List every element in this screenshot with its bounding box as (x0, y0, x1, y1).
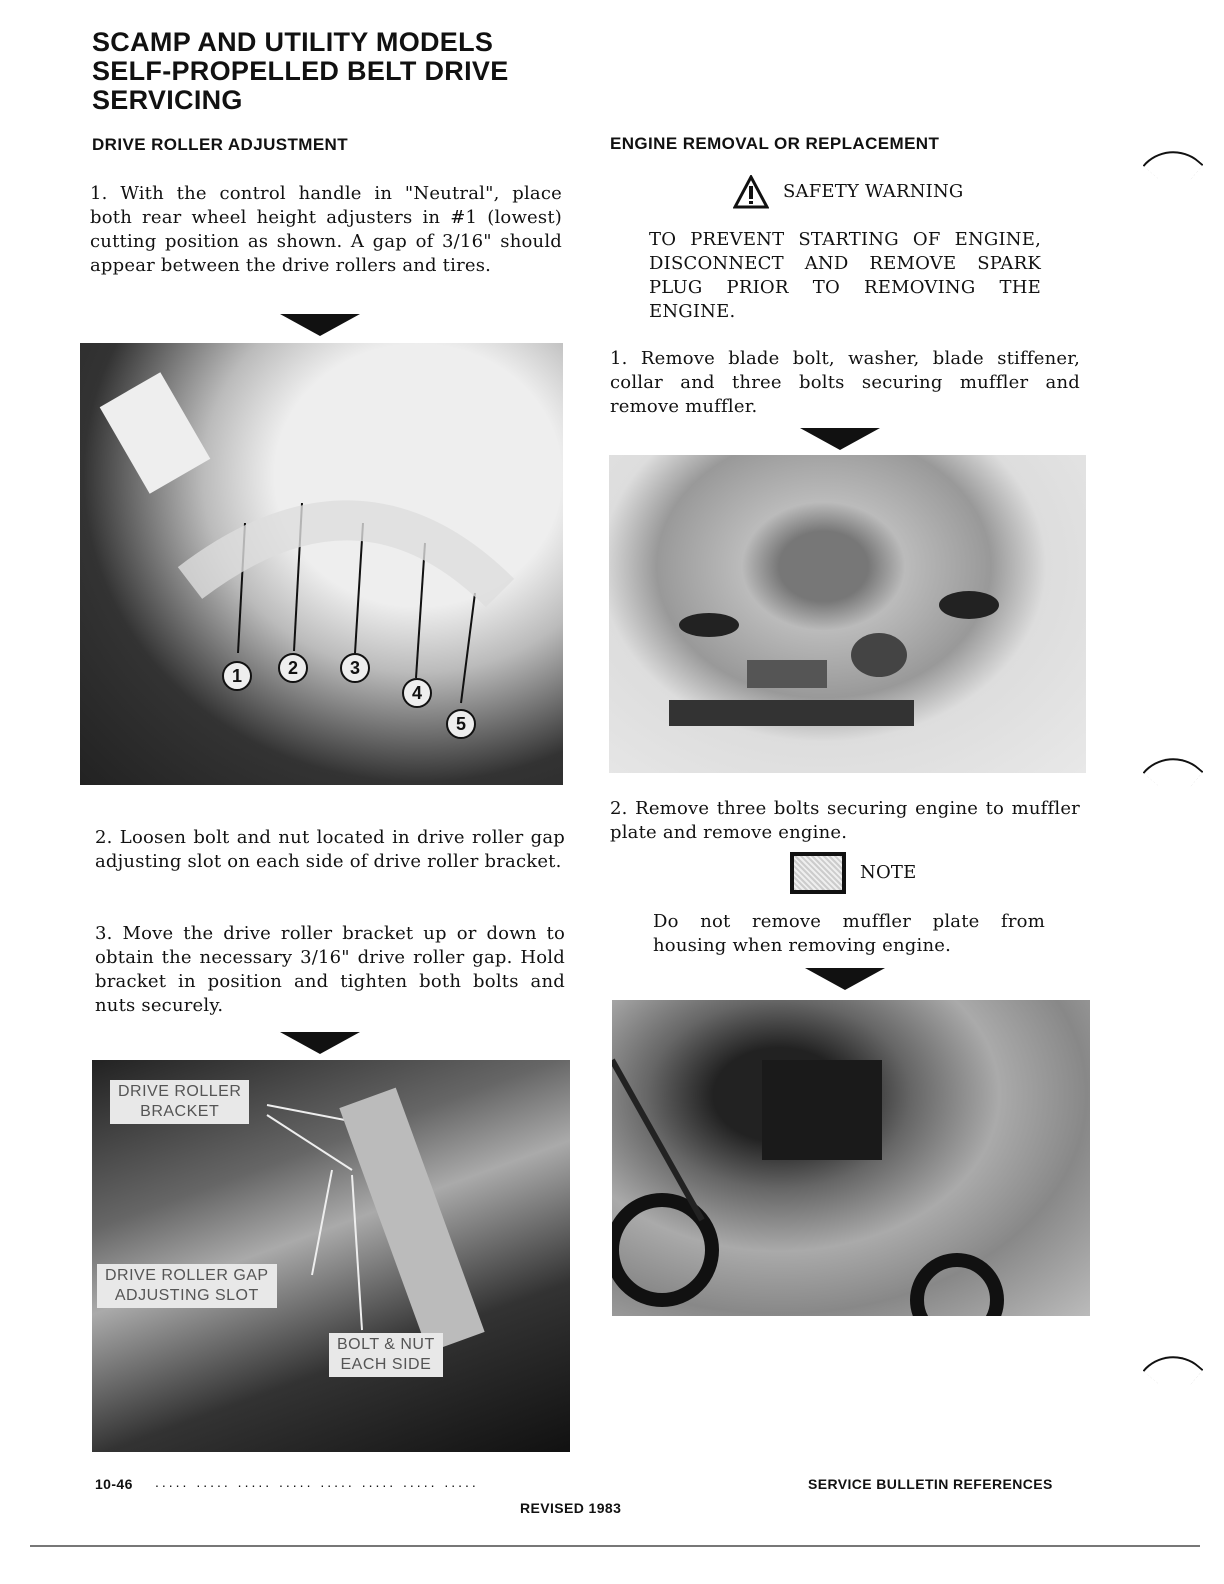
label-bolt-nut (329, 1333, 443, 1377)
engine-step-1-text: 1. Remove blade bolt, washer, blade stiffener, collar and three bolts securing muffler and remove muffler. (610, 348, 1080, 417)
label-drive-roller-bracket (110, 1080, 249, 1124)
down-arrow-icon (805, 968, 885, 990)
label-line: BRACKET (140, 1103, 220, 1120)
callout-3: 3 (340, 653, 370, 683)
drive-roller-bracket-photo (92, 1060, 570, 1452)
parts-drawing (609, 455, 1086, 773)
muffler-parts-photo (609, 455, 1086, 773)
adjuster-arrows (80, 343, 563, 785)
note-header (790, 852, 916, 894)
revised-date: REVISED 1983 (520, 1500, 622, 1516)
engine-step-2-text: 2. Remove three bolts securing engine to muffler plate and remove engine. (610, 798, 1080, 843)
safety-warning-header (733, 175, 964, 209)
callout-4: 4 (402, 678, 432, 708)
step-3-text: 3. Move the drive roller bracket up or down to obtain the necessary 3/16" drive roller gap. Hold bracket in position and tighten both bolts and nuts securely. (95, 923, 565, 1016)
label-line: DRIVE ROLLER GAP (105, 1267, 269, 1284)
down-arrow-icon (280, 1032, 360, 1054)
section-heading-engine-removal: ENGINE REMOVAL OR REPLACEMENT (610, 134, 940, 153)
down-arrow-icon (800, 428, 880, 450)
title-line: SCAMP AND UTILITY MODELS (92, 27, 494, 57)
warning-title: SAFETY WARNING (783, 181, 964, 202)
label-line: BOLT & NUT (337, 1336, 435, 1353)
label-adjusting-slot (97, 1264, 277, 1308)
binding-mark (1143, 742, 1204, 802)
down-arrow-icon (280, 314, 360, 336)
note-title: NOTE (860, 862, 917, 883)
wheel-height-adjuster-photo (80, 343, 563, 785)
page-number: 10-46 (95, 1476, 133, 1492)
label-line: DRIVE ROLLER (118, 1083, 242, 1100)
title-line: SELF-PROPELLED BELT DRIVE (92, 56, 509, 86)
binding-mark (1143, 1340, 1204, 1400)
warning-text: TO PREVENT STARTING OF ENGINE, DISCONNECT AND REMOVE SPARK PLUG PRIOR TO REMOVING THE ENGINE. (649, 229, 1041, 322)
footer-leader-dots: ..... ..... ..... ..... ..... ..... ..... ..... (155, 1474, 479, 1490)
label-line: EACH SIDE (340, 1356, 432, 1373)
bottom-rule (30, 1545, 1200, 1547)
section-heading-drive-roller: DRIVE ROLLER ADJUSTMENT (92, 135, 349, 154)
warning-triangle-icon (733, 175, 769, 209)
engine-removal-photo (612, 1000, 1090, 1316)
step-2-text: 2. Loosen bolt and nut located in drive roller gap adjusting slot on each side of drive roller bracket. (95, 827, 565, 872)
callout-2: 2 (278, 653, 308, 683)
mower-drawing (612, 1000, 1090, 1316)
step-1-text: 1. With the control handle in "Neutral", place both rear wheel height adjusters in #1 (lowest) cutting position as shown. A gap of 3/16" should appear between the drive rollers and tires. (90, 183, 562, 276)
label-line: ADJUSTING SLOT (114, 1287, 259, 1304)
callout-5: 5 (446, 709, 476, 739)
footer-section: SERVICE BULLETIN REFERENCES (808, 1476, 1053, 1492)
binding-mark (1143, 135, 1204, 195)
note-text: Do not remove muffler plate from housing when removing engine. (653, 911, 1045, 956)
note-icon (790, 852, 846, 894)
page-title (92, 28, 509, 115)
title-line: SERVICING (92, 85, 243, 115)
callout-1: 1 (222, 661, 252, 691)
